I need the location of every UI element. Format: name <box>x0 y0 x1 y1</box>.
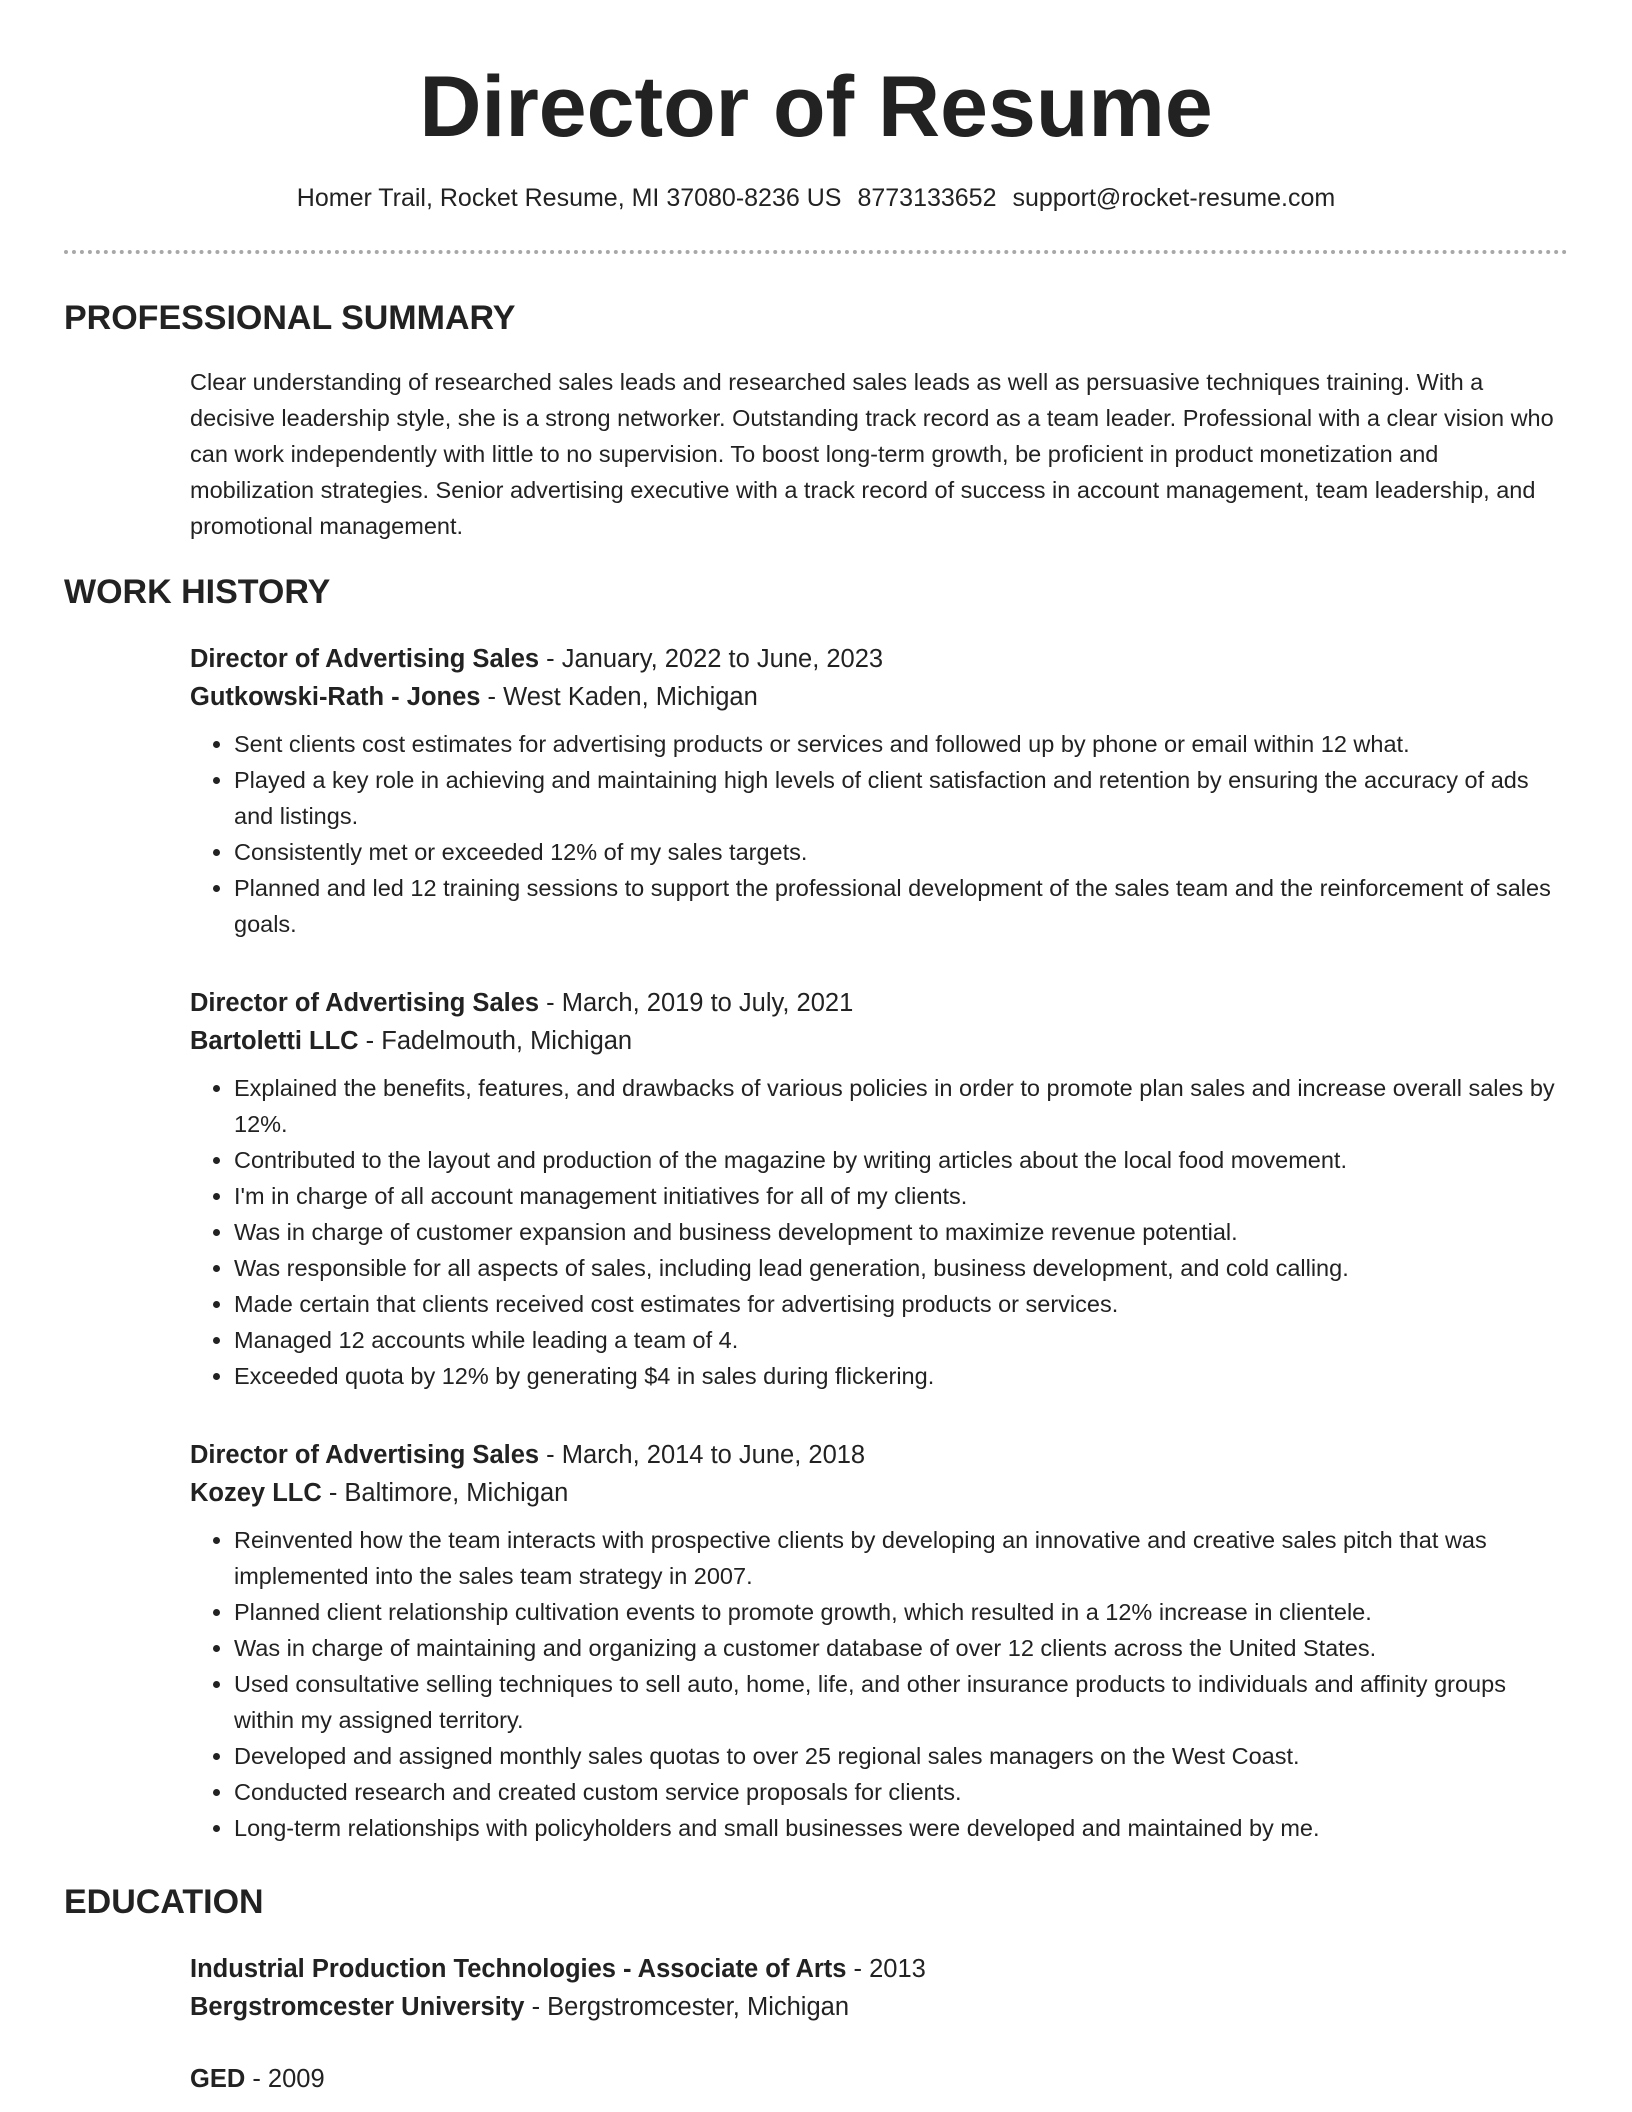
job-bullet: • Was in charge of maintaining and organizing a customer database of over 12 clients across the United States. <box>234 1630 1562 1666</box>
job-bullet: • Reinvented how the team interacts with prospective clients by developing an innovative and creative sales pitch that was implemented into the sales team strategy in 2007. <box>234 1522 1562 1594</box>
job-bullet: • Was in charge of customer expansion and business development to maximize revenue potential. <box>234 1214 1562 1250</box>
job-title-line <box>190 1436 1562 1474</box>
job-location: - Fadelmouth, Michigan <box>358 1027 633 1055</box>
education-year: - 2009 <box>245 2065 325 2093</box>
job-location: - West Kaden, Michigan <box>480 683 758 711</box>
job-bullet: • Explained the benefits, features, and drawbacks of various policies in order to promote plan sales and increase overall sales by 12%. <box>234 1070 1562 1142</box>
job-bullet: • Planned client relationship cultivation events to promote growth, which resulted in a 12% increase in clientele. <box>234 1594 1562 1630</box>
education-school: Bergstromcester University <box>190 1993 525 2021</box>
job-bullet: • Was responsible for all aspects of sales, including lead generation, business development, and cold calling. <box>234 1250 1562 1286</box>
education-entry <box>190 2060 1562 2098</box>
job-company: Bartoletti LLC <box>190 1027 359 1055</box>
job-company: Gutkowski-Rath - Jones <box>190 683 481 711</box>
job-bullet: • Long-term relationships with policyholders and small businesses were developed and maintained by me. <box>234 1810 1562 1846</box>
job-entry <box>190 984 1562 1394</box>
work-history-heading: WORK HISTORY <box>64 573 331 611</box>
job-dates: - January, 2022 to June, 2023 <box>539 645 884 673</box>
job-dates: - March, 2019 to July, 2021 <box>539 989 854 1017</box>
education-heading: EDUCATION <box>64 1883 264 1921</box>
job-entry <box>190 1436 1562 1846</box>
job-bullets <box>190 1522 1562 1846</box>
job-bullets <box>190 726 1562 942</box>
job-bullet: • Played a key role in achieving and maintaining high levels of client satisfaction and retention by ensuring the accuracy of ads and listings. <box>234 762 1562 834</box>
contact-line <box>0 178 1632 218</box>
job-bullet: • Contributed to the layout and production of the magazine by writing articles about the local food movement. <box>234 1142 1562 1178</box>
job-company: Kozey LLC <box>190 1479 322 1507</box>
job-bullet: • Exceeded quota by 12% by generating $4 in sales during flickering. <box>234 1358 1562 1394</box>
education-degree-line <box>190 1950 1562 1988</box>
header-divider <box>64 250 1568 254</box>
education-degree: GED <box>190 2065 246 2093</box>
job-company-line <box>190 1474 1562 1512</box>
contact-phone: 8773133652 <box>857 184 997 212</box>
job-bullet: • Developed and assigned monthly sales quotas to over 25 regional sales managers on the West Coast. <box>234 1738 1562 1774</box>
education-school-line <box>190 1988 1562 2026</box>
job-location: - Baltimore, Michigan <box>321 1479 569 1507</box>
job-role: Director of Advertising Sales <box>190 645 540 673</box>
job-bullet: • Consistently met or exceeded 12% of my sales targets. <box>234 834 1562 870</box>
job-bullets <box>190 1070 1562 1394</box>
education-degree-line <box>190 2060 1562 2098</box>
job-role: Director of Advertising Sales <box>190 989 540 1017</box>
job-dates: - March, 2014 to June, 2018 <box>539 1441 866 1469</box>
job-title-line <box>190 984 1562 1022</box>
contact-email[interactable]: support@rocket-resume.com <box>1012 184 1336 212</box>
job-bullet: • Used consultative selling techniques to sell auto, home, life, and other insurance products to individuals and affinity groups within my assigned territory. <box>234 1666 1562 1738</box>
contact-address: Homer Trail, Rocket Resume, MI 37080-8236 US <box>296 184 842 212</box>
job-bullet: • I'm in charge of all account management initiatives for all of my clients. <box>234 1178 1562 1214</box>
summary-section <box>190 364 1562 544</box>
job-entry <box>190 640 1562 942</box>
job-bullet: • Managed 12 accounts while leading a team of 4. <box>234 1322 1562 1358</box>
summary-heading: PROFESSIONAL SUMMARY <box>64 299 516 337</box>
summary-text: Clear understanding of researched sales leads and researched sales leads as well as persuasive techniques training. With a decisive leadership style, she is a strong networker. Outstanding track record as a team leader. Professional with a clear vision who can work independently with little to no supervision. To boost long-term growth, be proficient in product monetization and mobilization strategies. Senior advertising executive with a track record of success in account management, team leadership, and promotional management. <box>190 369 1554 539</box>
education-entry <box>190 1950 1562 2026</box>
education-year: - 2013 <box>846 1955 926 1983</box>
job-bullet: • Sent clients cost estimates for advertising products or services and followed up by phone or email within 12 what. <box>234 726 1562 762</box>
job-company-line <box>190 1022 1562 1060</box>
education-location: - Bergstromcester, Michigan <box>524 1993 850 2021</box>
job-company-line <box>190 678 1562 716</box>
job-bullet: • Planned and led 12 training sessions to support the professional development of the sales team and the reinforcement of sales goals. <box>234 870 1562 942</box>
education-degree: Industrial Production Technologies - Associate of Arts <box>190 1955 847 1983</box>
job-role: Director of Advertising Sales <box>190 1441 540 1469</box>
job-bullet: • Made certain that clients received cost estimates for advertising products or services. <box>234 1286 1562 1322</box>
resume-name: Director of Resume <box>419 59 1213 155</box>
job-title-line <box>190 640 1562 678</box>
job-bullet: • Conducted research and created custom service proposals for clients. <box>234 1774 1562 1810</box>
